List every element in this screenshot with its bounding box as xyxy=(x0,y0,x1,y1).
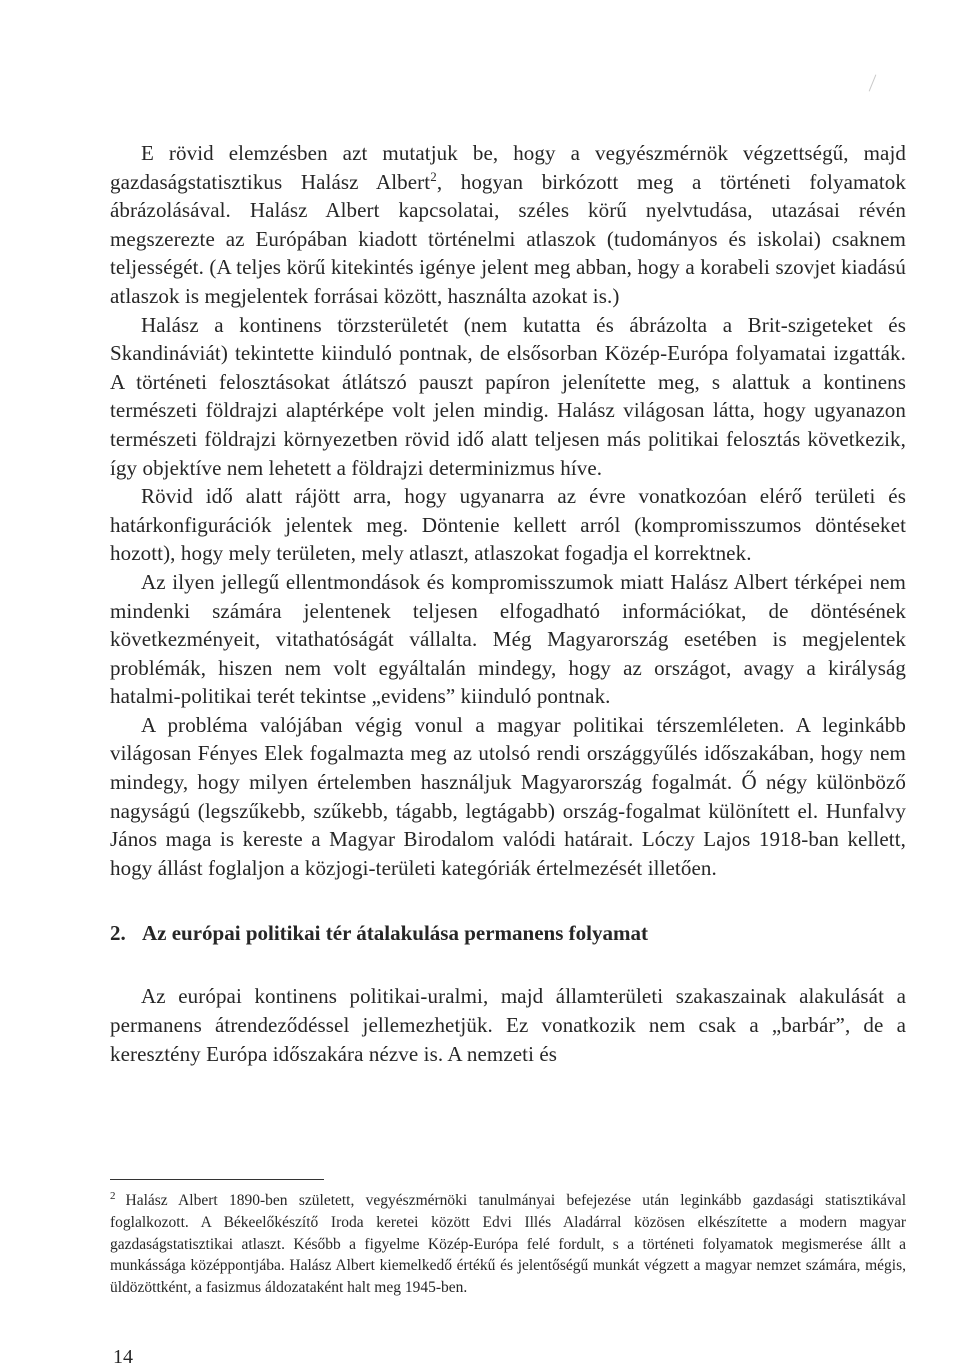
footnote-reference[interactable]: 2 xyxy=(430,168,437,184)
paragraph-intro xyxy=(110,139,906,311)
footnote-text: Halász Albert 1890-ben született, vegyészmérnöki tanulmányai befejezése után leginkább gazdasági statisztikával foglalkozott. A Békeelőkészítő Iroda keretei között Edvi Illés Aladárral közösen elkészítette a modern magyar gazdaságstatisztikai atlaszt. Később a figyelme Közép-Európa felé fordult, s a történeti folyamatok megismerése állt a munkássága középpontjába. Halász Albert kiemelkedő értékű és jelentőségű munkát végzett a magyar nemzet számára, mégis, üldözöttként, a fasizmus áldozataként halt meg 1945-ben. xyxy=(110,1192,906,1297)
paragraph-contradictions: Az ilyen jellegű ellentmondások és kompromisszumok miatt Halász Albert térképei nem mindenki számára jelentenek teljesen elfogadható információkat, de döntésének következményeit, vitathatóságát vállalta. Még Magyarország esetében is megjelentek problémák, hiszen nem volt egyáltalán mindegy, hogy az országot, avagy a királyság hatalmi-politikai terét tekintse „evidens” kiinduló pontnak. xyxy=(110,569,906,709)
section-heading xyxy=(110,919,906,947)
section-title: Az európai politikai tér átalakulása permanens folyamat xyxy=(142,921,648,946)
page-number: 14 xyxy=(113,1346,133,1368)
paragraph-intro-text-b: , hogyan birkózott meg a történeti folyamatok ábrázolásával. Halász Albert kapcsolatai, széles körű nyelvtudása, utazásai révén megszerezte az Európában kiadott történelmi atlaszok (tudományos és iskolai) csaknem teljességét. (A teljes körű kitekintés igénye jelent meg abban, hogy a korabeli szovjet kiadású atlaszok is megjelentek forrásai között, használta azokat is.) xyxy=(110,169,906,308)
paragraph-section-intro: Az európai kontinens politikai-uralmi, majd államterületi szakaszainak alakulását a permanens átrendeződéssel jellemezhetjük. Ez vonatkozik nem csak a „barbár”, de a keresztény Európa időszakára nézve is. A nemzeti és xyxy=(110,984,906,1066)
page-body xyxy=(110,139,906,1068)
paragraph-configurations: Rövid idő alatt rájött arra, hogy ugyanarra az évre vonatkozóan elérő területi és határkonfigurációk jelentek meg. Döntenie kellett arról (kompromisszumos döntéseket hozott), hogy mely területen, mely atlaszt, atlaszokat fogadja el korrektnek. xyxy=(110,484,906,566)
paragraph-intro-text-a: E rövid elemzésben azt mutatjuk be, hogy a vegyészmérnök végzettségű, majd gazdaságstatisztikus Halász Albert xyxy=(110,141,906,194)
paragraph-continent: Halász a kontinens törzsterületét (nem kutatta és ábrázolta a Brit-szigeteket és Skandináviát) tekintette kiinduló pontnak, de elsősorban Közép-Európa folyamatai izgatták. A történeti felosztásokat átlátszó pauszt papíron jelenítette meg, s alattuk a kontinens természeti földrajzi alaptérképe volt jelen mindig. Halász világosan látta, hogy ugyanazon természeti földrajzi környezetben rövid idő alatt teljesen más politikai felosztás következik, így objektíve nem lehetett a földrajzi determinizmus híve. xyxy=(110,312,906,480)
section-number: 2. xyxy=(110,921,126,946)
scan-mark xyxy=(869,74,877,91)
paragraph-problem: A probléma valójában végig vonul a magyar politikai térszemléleten. A leginkább világosan Fényes Elek fogalmazta meg az utolsó rendi országgyűlés időszakában, hogy nem mindegy, hogy milyen értelemben használjuk Magyarország fogalmát. Ő négy különböző nagyságú (legszűkebb, szűkebb, tágabb, legtágabb) ország-fogalmat különített el. Hunfalvy János maga is kereste a Magyar Birodalom valódi határait. Lóczy Lajos 1918-ban kellett, hogy állást foglaljon a közjogi-területi kategóriák értelmezését illetően. xyxy=(110,712,906,880)
footnote-divider xyxy=(110,1179,324,1180)
footnote xyxy=(110,1190,906,1299)
footnote-marker: 2 xyxy=(110,1190,116,1202)
